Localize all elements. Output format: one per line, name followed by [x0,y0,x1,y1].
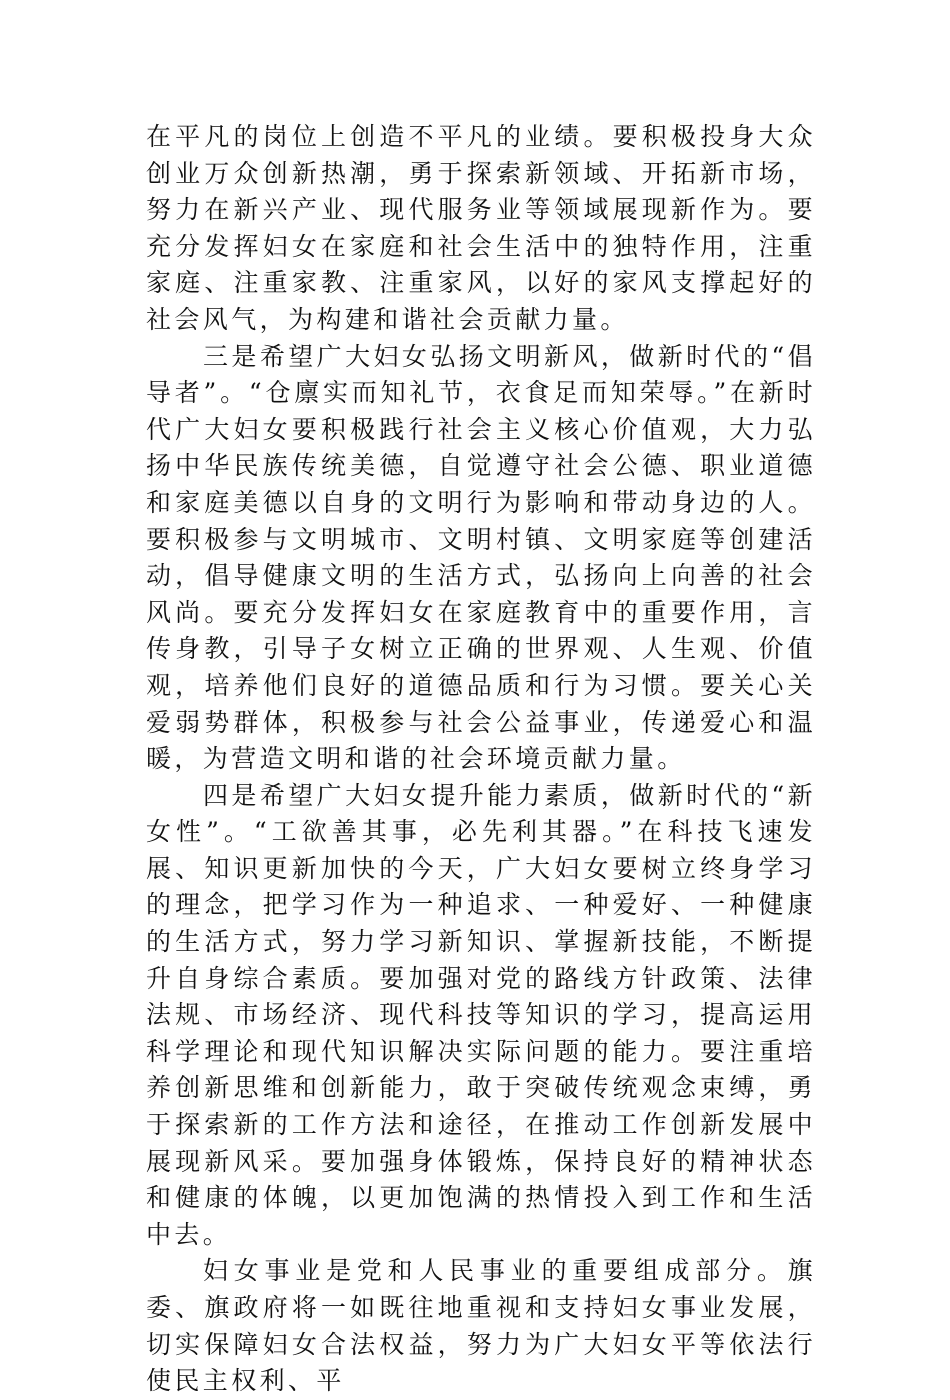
paragraph-continuation: 在平凡的岗位上创造不平凡的业绩。要积极投身大众创业万众创新热潮，勇于探索新领域、开拓新市场，努力在新兴产业、现代服务业等领域展现新作为。要充分发挥妇女在家庭和社会生活中的独特作用，注重家庭、注重家教、注重家风，以好的家风支撑起好的社会风气，为构建和谐社会贡献力量。 [146,122,816,334]
paragraph-ability: 四是希望广大妇女提升能力素质，做新时代的“新女性”。“工欲善其事，必先利其器。”在科技飞速发展、知识更新加快的今天，广大妇女要树立终身学习的理念，把学习作为一种追求、一种爱好、一种健康的生活方式，努力学习新知识、掌握新技能，不断提升自身综合素质。要加强对党的路线方针政策、法律法规、市场经济、现代科技等知识的学习，提高运用科学理论和现代知识解决实际问题的能力。要注重培养创新思维和创新能力，敢于突破传统观念束缚，勇于探索新的工作方法和途径，在推动工作创新发展中展现新风采。要加强身体锻炼，保持良好的精神状态和健康的体魄，以更加饱满的热情投入到工作和生活中去。 [146,780,816,1249]
document-body [146,119,816,1400]
paragraph-civilization: 三是希望广大妇女弘扬文明新风，做新时代的“倡导者”。“仓廪实而知礼节，衣食足而知荣辱。”在新时代广大妇女要积极践行社会主义核心价值观，大力弘扬中华民族传统美德，自觉遵守社会公德、职业道德和家庭美德以自身的文明行为影响和带动身边的人。要积极参与文明城市、文明村镇、文明家庭等创建活动，倡导健康文明的生活方式，弘扬向上向善的社会风尚。要充分发挥妇女在家庭教育中的重要作用，言传身教，引导子女树立正确的世界观、人生观、价值观，培养他们良好的道德品质和行为习惯。要关心关爱弱势群体，积极参与社会公益事业，传递爱心和温暖，为营造文明和谐的社会环境贡献力量。 [146,341,816,774]
paragraph-closing: 妇女事业是党和人民事业的重要组成部分。旗委、旗政府将一如既往地重视和支持妇女事业发展，切实保障妇女合法权益，努力为广大妇女平等依法行使民主权利、平 [146,1256,816,1396]
